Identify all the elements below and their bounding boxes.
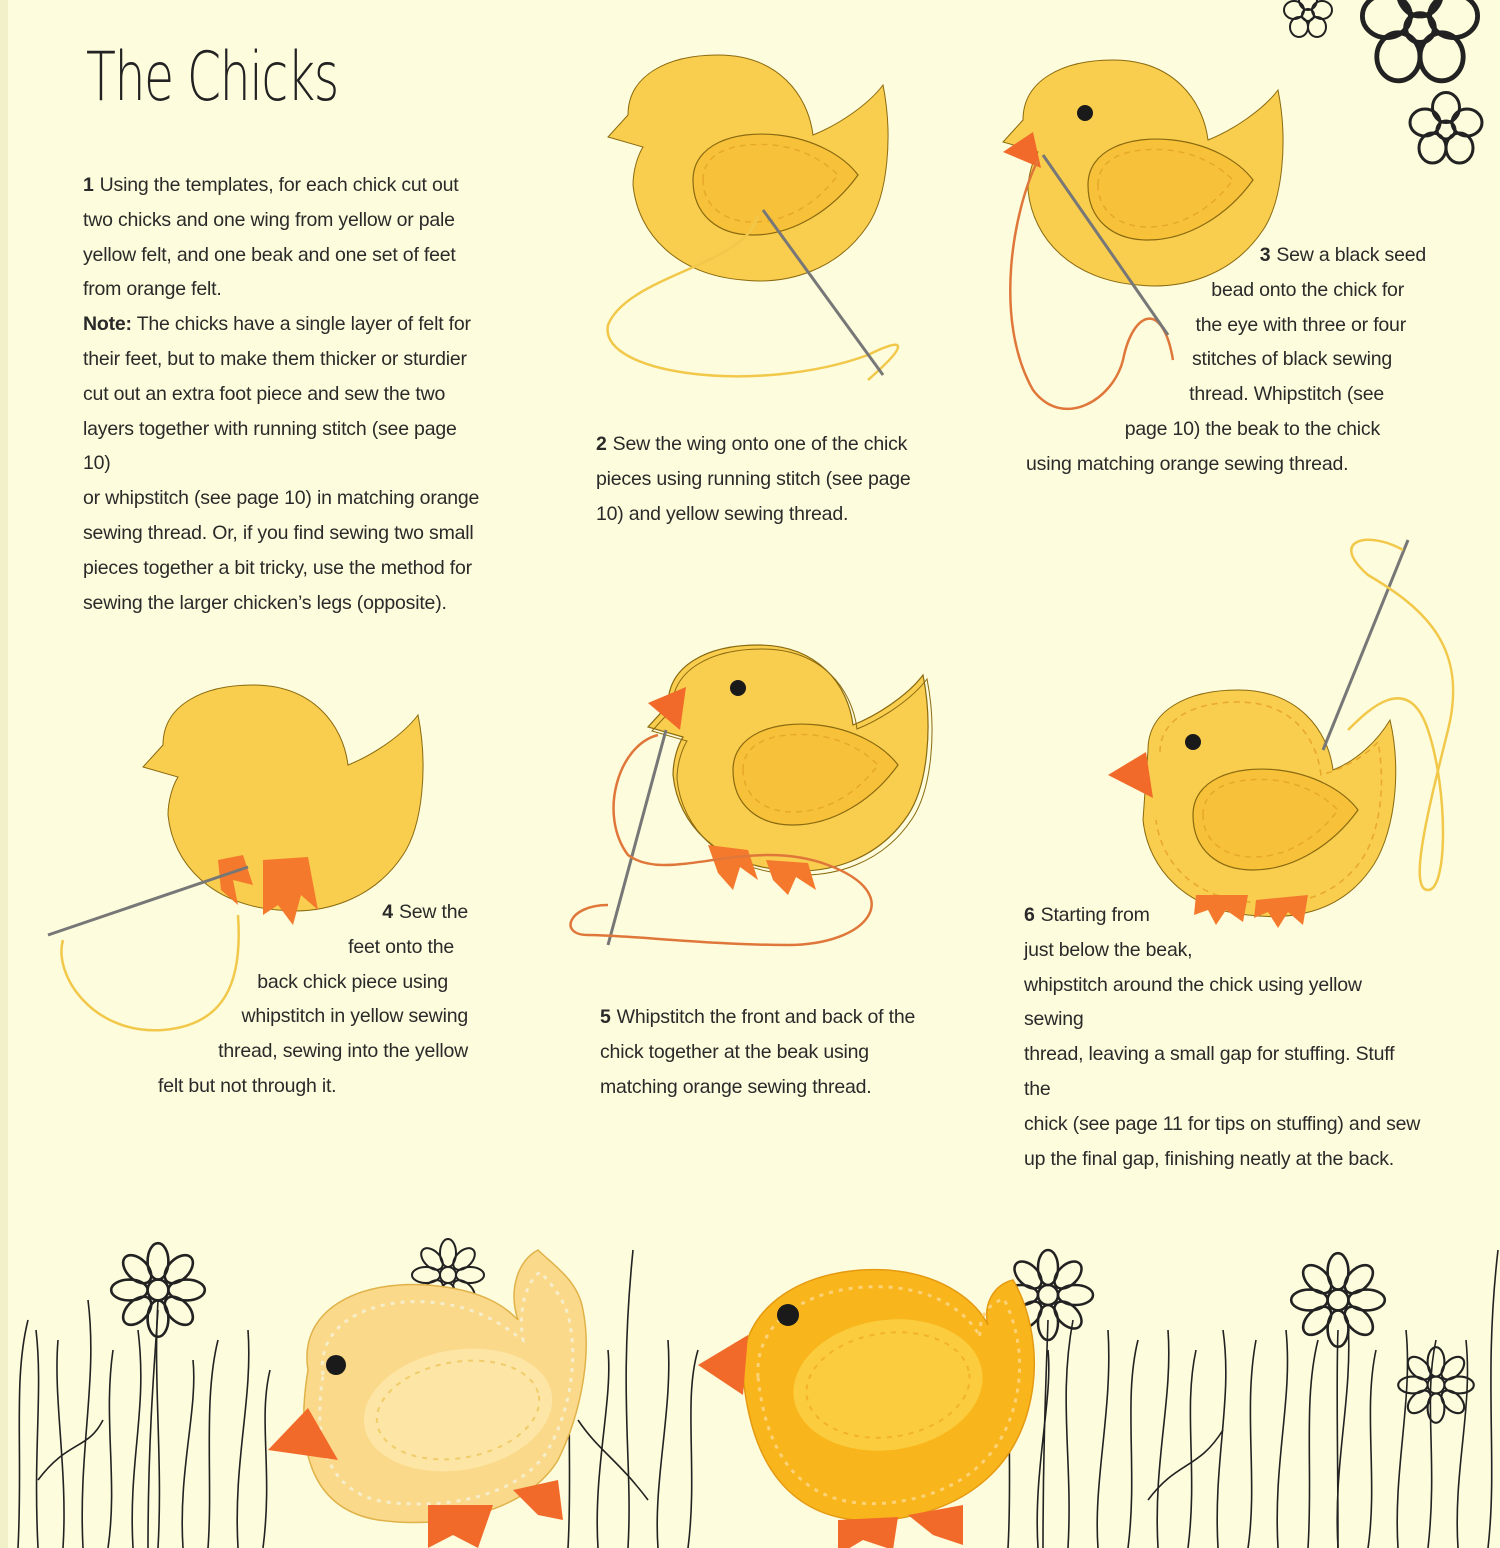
text-line: whipstitch in yellow sewing: [241, 1005, 468, 1028]
text-line: thread, leaving a small gap for stuffing. Stuff the: [1024, 1043, 1395, 1100]
note-label: Note:: [83, 313, 132, 336]
page-title: The Chicks: [86, 38, 338, 117]
step6-illustration: [1108, 540, 1453, 928]
text-line: pieces using running stitch (see page: [596, 467, 911, 490]
step-number: 6: [1024, 904, 1035, 926]
finished-chick-pale: [268, 1250, 586, 1548]
text-line: or whipstitch (see page 10) in matching orange: [83, 487, 480, 510]
flower-icon: [1362, 0, 1477, 81]
text-line: stitches of black sewing: [1191, 348, 1392, 371]
text-line: Sew a black seed: [1276, 244, 1426, 266]
step-number: 4: [382, 901, 393, 923]
text-line: Starting from: [1040, 904, 1150, 926]
step5-illustration: [571, 645, 932, 945]
text-line: just below the beak,: [1024, 938, 1193, 961]
text-line: page 10) the beak to the chick: [1124, 417, 1380, 440]
text-line: chick (see page 11 for tips on stuffing) and sew: [1024, 1112, 1421, 1135]
text-line: cut out an extra foot piece and sew the two: [83, 382, 446, 405]
text-line: from orange felt.: [83, 278, 222, 301]
step1-text: [83, 168, 483, 620]
flower-icon: [1284, 0, 1332, 37]
flower-icon: [1398, 1347, 1474, 1423]
step6-text: [1024, 898, 1424, 1176]
text-line: whipstitch around the chick using yellow sewing: [1024, 973, 1362, 1031]
step2-illustration: [608, 55, 898, 380]
text-line: thread. Whipstitch (see: [1189, 383, 1384, 406]
text-line: bead onto the chick for: [1211, 278, 1404, 301]
text-line: felt but not through it.: [158, 1074, 337, 1097]
text-line: feet onto the: [348, 935, 454, 958]
step5-text: [600, 1000, 930, 1104]
step3-text: [1026, 238, 1426, 482]
text-line: thread, sewing into the yellow: [218, 1040, 468, 1063]
text-line: back chick piece using: [257, 970, 448, 993]
step2-text: [596, 427, 916, 531]
text-line: the eye with three or four: [1195, 313, 1406, 336]
flower-icon: [111, 1243, 205, 1337]
text-line: yellow felt, and one beak and one set of feet: [83, 243, 456, 266]
text-line: sewing thread. Or, if you find sewing two small: [83, 521, 474, 544]
text-line: using matching orange sewing thread.: [1026, 452, 1349, 475]
text-line: chick together at the beak using: [600, 1040, 869, 1063]
text-line: matching orange sewing thread.: [600, 1075, 872, 1098]
step-number: 3: [1259, 244, 1271, 266]
text-line: Whipstitch the front and back of the: [616, 1006, 916, 1028]
step4-text: [158, 895, 468, 1104]
text-line: their feet, but to make them thicker or sturdier: [83, 347, 467, 370]
text-line: layers together with running stitch (see page 10): [83, 417, 457, 475]
text-line: Sew the: [398, 901, 468, 923]
text-line: The chicks have a single layer of felt for: [131, 313, 471, 336]
text-line: up the final gap, finishing neatly at the back.: [1024, 1147, 1395, 1170]
step-number: 5: [600, 1006, 611, 1028]
text-line: pieces together a bit tricky, use the method for: [83, 556, 472, 579]
text-line: 10) and yellow sewing thread.: [596, 502, 849, 525]
finished-chick-bright: [698, 1270, 1034, 1548]
step-number: 1: [83, 174, 94, 196]
text-line: Using the templates, for each chick cut out: [99, 174, 459, 196]
text-line: two chicks and one wing from yellow or pale: [83, 208, 455, 231]
flower-icon: [1410, 93, 1482, 164]
text-line: sewing the larger chicken’s legs (opposite).: [83, 591, 447, 614]
step-number: 2: [596, 433, 607, 455]
text-line: Sew the wing onto one of the chick: [612, 433, 908, 455]
